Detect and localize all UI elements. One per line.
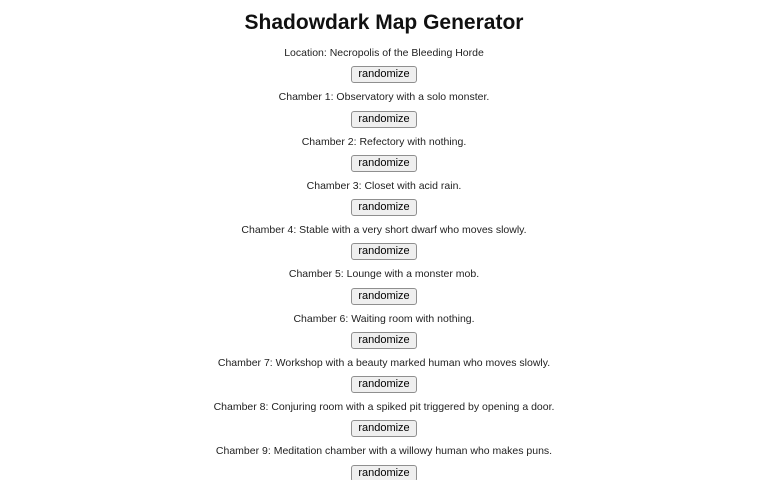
chamber-2-text: Chamber 2: Refectory with nothing. bbox=[301, 135, 467, 148]
chamber-7-text: Chamber 7: Workshop with a beauty marked human who moves slowly. bbox=[217, 356, 551, 369]
randomize-chamber-4-button[interactable]: randomize bbox=[351, 243, 416, 260]
randomize-location-button[interactable]: randomize bbox=[351, 66, 416, 83]
chamber-5-text: Chamber 5: Lounge with a monster mob. bbox=[288, 268, 480, 281]
chamber-5-button-row bbox=[0, 287, 768, 304]
chamber-6-button-row bbox=[0, 332, 768, 349]
randomize-chamber-5-button[interactable]: randomize bbox=[351, 288, 416, 305]
chamber-7-button-row bbox=[0, 376, 768, 393]
randomize-chamber-8-button[interactable]: randomize bbox=[351, 420, 416, 437]
chamber-1-button-row bbox=[0, 110, 768, 127]
chamber-9-button-row bbox=[0, 464, 768, 480]
chamber-6-text: Chamber 6: Waiting room with nothing. bbox=[293, 312, 475, 325]
chamber-4-text: Chamber 4: Stable with a very short dwarf who moves slowly. bbox=[241, 224, 527, 237]
chamber-8-text: Chamber 8: Conjuring room with a spiked pit triggered by opening a door. bbox=[213, 401, 555, 414]
page bbox=[0, 12, 768, 480]
location-text: Location: Necropolis of the Bleeding Horde bbox=[284, 47, 484, 59]
randomize-chamber-6-button[interactable]: randomize bbox=[351, 332, 416, 349]
randomize-chamber-1-button[interactable]: randomize bbox=[351, 111, 416, 128]
randomize-chamber-9-button[interactable]: randomize bbox=[351, 465, 416, 480]
randomize-chamber-7-button[interactable]: randomize bbox=[351, 376, 416, 393]
chamber-3-text: Chamber 3: Closet with acid rain. bbox=[306, 179, 462, 192]
chamber-9-text: Chamber 9: Meditation chamber with a willowy human who makes puns. bbox=[215, 445, 553, 458]
randomize-chamber-3-button[interactable]: randomize bbox=[351, 199, 416, 216]
chamber-3-button-row bbox=[0, 199, 768, 216]
page-title: Shadowdark Map Generator bbox=[244, 11, 524, 34]
location-button-row bbox=[0, 66, 768, 83]
randomize-chamber-2-button[interactable]: randomize bbox=[351, 155, 416, 172]
chamber-8-button-row bbox=[0, 420, 768, 437]
chamber-4-button-row bbox=[0, 243, 768, 260]
chamber-1-text: Chamber 1: Observatory with a solo monster. bbox=[278, 91, 490, 104]
chamber-2-button-row bbox=[0, 155, 768, 172]
